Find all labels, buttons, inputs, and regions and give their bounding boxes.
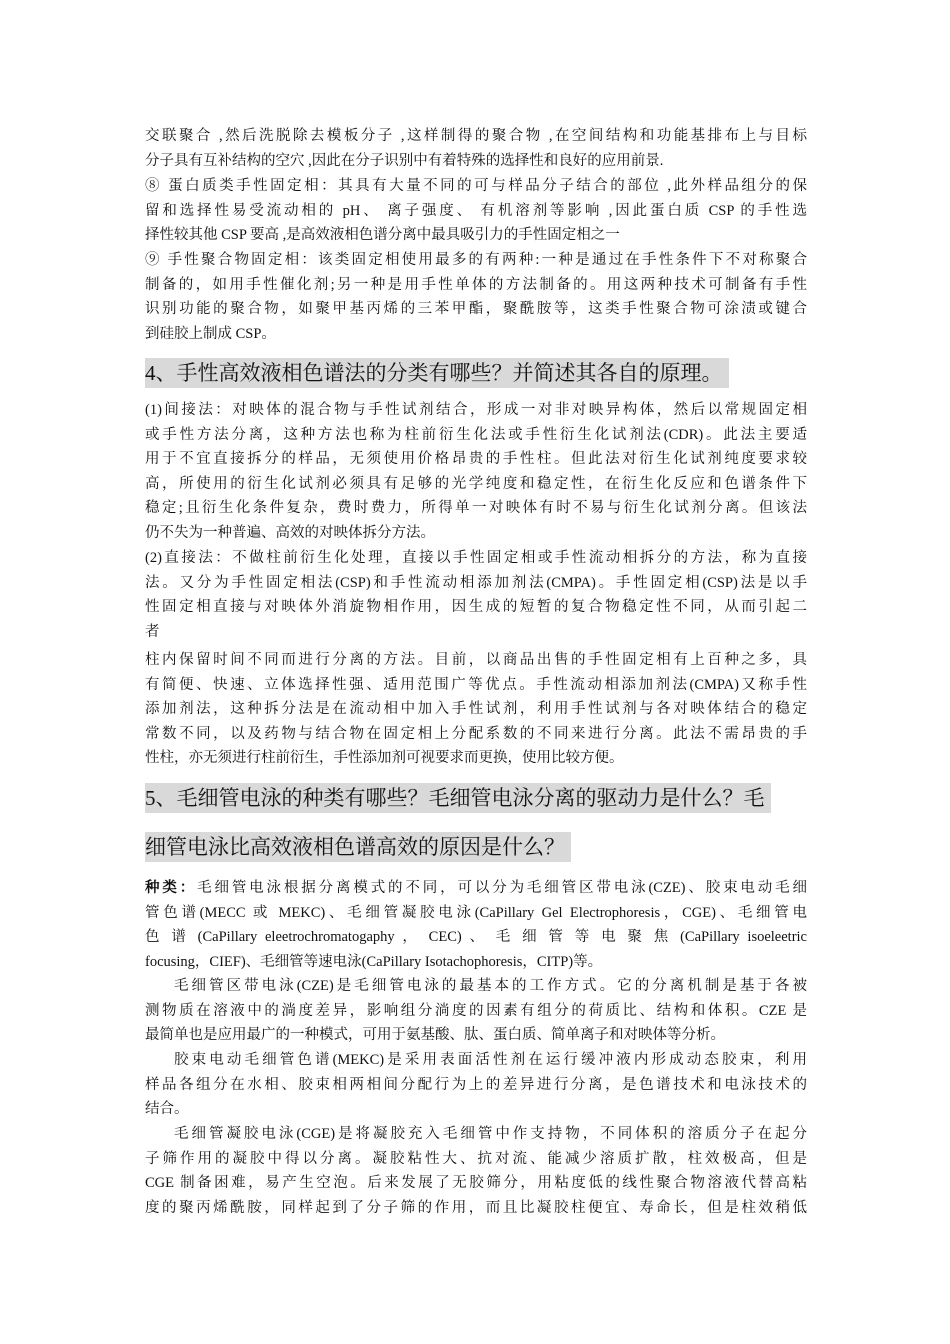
text-line: 留和选择性易受流动相的 pH、 离子强度、 有机溶剂等影响 ,因此蛋白质 CSP 的手性选 xyxy=(145,202,807,219)
text-line: 到硅胶上制成 CSP。 xyxy=(145,325,276,342)
text-line: 柱内保留时间不同而进行分离的方法。目前，以商品出售的手性固定相有上百种之多，具 xyxy=(145,652,807,668)
text-line: 色 谱 (CaPillary eleetrochromatogaphy ， CEC) 、 毛 细 管 等 电 聚 焦 (CaPillary isoeleetric xyxy=(145,929,807,946)
indirect-method-paragraph xyxy=(145,398,807,546)
text-line: 稳定;且衍生化条件复杂，费时费力，所得单一对映体有时不易与衍生化试剂分离。但该法 xyxy=(145,500,807,517)
types-paragraph xyxy=(145,876,807,974)
direct-method-continued xyxy=(145,648,807,771)
direct-method-paragraph xyxy=(145,546,807,644)
text-line: 者 xyxy=(145,623,160,640)
types-line-text: 毛细管电泳根据分离模式的不同，可以分为毛细管区带电泳(CZE)、胶束电动毛细 xyxy=(197,880,808,896)
types-lead: 种类： xyxy=(145,880,198,896)
text-line: 管色谱(MECC 或 MEKC)、毛细管凝胶电泳(CaPillary Gel Electrophoresis，CGE)、毛细管电 xyxy=(145,904,807,921)
text-line: 结合。 xyxy=(145,1101,189,1118)
text-line: 度的聚丙烯酰胺，同样起到了分子筛的作用，而且比凝胶柱便宜、寿命长，但是柱效稍低 xyxy=(145,1199,807,1216)
text-line: CGE 制备困难，易产生空泡。后来发展了无胶筛分，用粘度低的线性聚合物溶液代替高粘 xyxy=(145,1175,807,1192)
text-line: 子筛作用的凝胶中得以分离。凝胶粘性大、抗对流、能减少溶质扩散，柱效极高，但是 xyxy=(145,1150,807,1167)
text-line: 用于不宜直接拆分的样品，无须使用价格昂贵的手性柱。但此法对衍生化试剂纯度要求较 xyxy=(145,451,807,468)
intro-paragraph xyxy=(145,124,807,173)
text-line: 最简单也是应用最广的一种模式，可用于氨基酸、肽、蛋白质、简单离子和对映体等分析。 xyxy=(145,1027,725,1044)
text-line: ⑧ 蛋白质类手性固定相：其具有大量不同的可与样品分子结合的部位 ,此外样品组分的保 xyxy=(145,178,807,194)
item-9-polymer-csp xyxy=(145,248,807,346)
section-heading-5-cont xyxy=(145,832,807,862)
text-line: focusing，CIEF)、毛细管等速电泳(CaPillary Isotachophoresis，CITP)等。 xyxy=(145,953,603,970)
text-line: 识别功能的聚合物，如聚甲基丙烯的三苯甲酯，聚酰胺等，这类手性聚合物可涂渍或键合 xyxy=(145,301,807,318)
text-line: (1)间接法：对映体的混合物与手性试剂结合，形成一对非对映异构体，然后以常规固定相 xyxy=(145,402,807,418)
heading-text: 4、手性高效液相色谱法的分类有哪些？并简述其各自的原理。 xyxy=(145,358,729,388)
text-line: ⑨ 手性聚合物固定相：该类固定相使用最多的有两种:一种是通过在手性条件下不对称聚合 xyxy=(145,252,807,268)
text-line: 胶束电动毛细管色谱(MEKC)是采用表面活性剂在运行缓冲液内形成动态胶束，利用 xyxy=(174,1052,807,1068)
item-8-protein-csp xyxy=(145,174,807,248)
text-line: 毛细管凝胶电泳(CGE)是将凝胶充入毛细管中作支持物，不同体积的溶质分子在起分 xyxy=(174,1126,807,1142)
text-line: 仍不失为一种普遍、高效的对映体拆分方法。 xyxy=(145,524,435,541)
text-line xyxy=(145,876,807,901)
text-line: 毛细管区带电泳(CZE)是毛细管电泳的最基本的工作方式。它的分离机制是基于各被 xyxy=(174,978,807,994)
cze-paragraph xyxy=(145,974,807,1048)
section-heading-5 xyxy=(145,783,807,813)
text-line: 高，所使用的衍生化试剂必须具有足够的光学纯度和稳定性，在衍生化反应和色谱条件下 xyxy=(145,475,807,492)
text-line: (2)直接法：不做柱前衍生化处理，直接以手性固定相或手性流动相拆分的方法，称为直接 xyxy=(145,550,807,566)
heading-text: 细管电泳比高效液相色谱高效的原因是什么？ xyxy=(145,832,571,862)
text-line: 择性较其他 CSP 要高 ,是高效液相色谱分离中最具吸引力的手性固定相之一 xyxy=(145,227,620,244)
text-line: 测物质在溶液中的淌度差异，影响组分淌度的因素有组分的荷质比、结构和体积。CZE 是 xyxy=(145,1002,807,1019)
text-line: 有简便、快速、立体选择性强、适用范围广等优点。手性流动相添加剂法(CMPA)又称手性 xyxy=(145,676,807,693)
cge-paragraph xyxy=(145,1122,807,1220)
text-line: 性柱，亦无须进行柱前衍生，手性添加剂可视要求而更换，使用比较方便。 xyxy=(145,750,624,767)
section-heading-4 xyxy=(145,358,807,388)
text-line: 分子具有互补结构的空穴 ,因此在分子识别中有着特殊的选择性和良好的应用前景. xyxy=(145,152,664,169)
text-line: 添加剂法，这种拆分法是在流动相中加入手性试剂，利用手性试剂与各对映体结合的稳定 xyxy=(145,701,807,718)
text-line: 性固定相直接与对映体外消旋物相作用，因生成的短暂的复合物稳定性不同，从而引起二 xyxy=(145,599,807,616)
text-line: 或手性方法分离，这种方法也称为柱前衍生化法或手性衍生化试剂法(CDR)。此法主要适 xyxy=(145,426,807,443)
text-line: 样品各组分在水相、胶束相两相间分配行为上的差异进行分离，是色谱技术和电泳技术的 xyxy=(145,1076,807,1093)
text-line: 制备的，如用手性催化剂;另一种是用手性单体的方法制备的。用这两种技术可制备有手性 xyxy=(145,276,807,293)
heading-text: 5、毛细管电泳的种类有哪些？毛细管电泳分离的驱动力是什么？毛 xyxy=(145,783,771,813)
mekc-paragraph xyxy=(145,1048,807,1122)
text-line: 交联聚合 ,然后洗脱除去模板分子 ,这样制得的聚合物 ,在空间结构和功能基排布上与目标 xyxy=(145,128,807,144)
text-line: 常数不同，以及药物与结合物在固定相上分配系数的不同来进行分离。此法不需昂贵的手 xyxy=(145,725,807,742)
text-line: 法。又分为手性固定相法(CSP)和手性流动相添加剂法(CMPA)。手性固定相(CSP)法是以手 xyxy=(145,574,807,591)
